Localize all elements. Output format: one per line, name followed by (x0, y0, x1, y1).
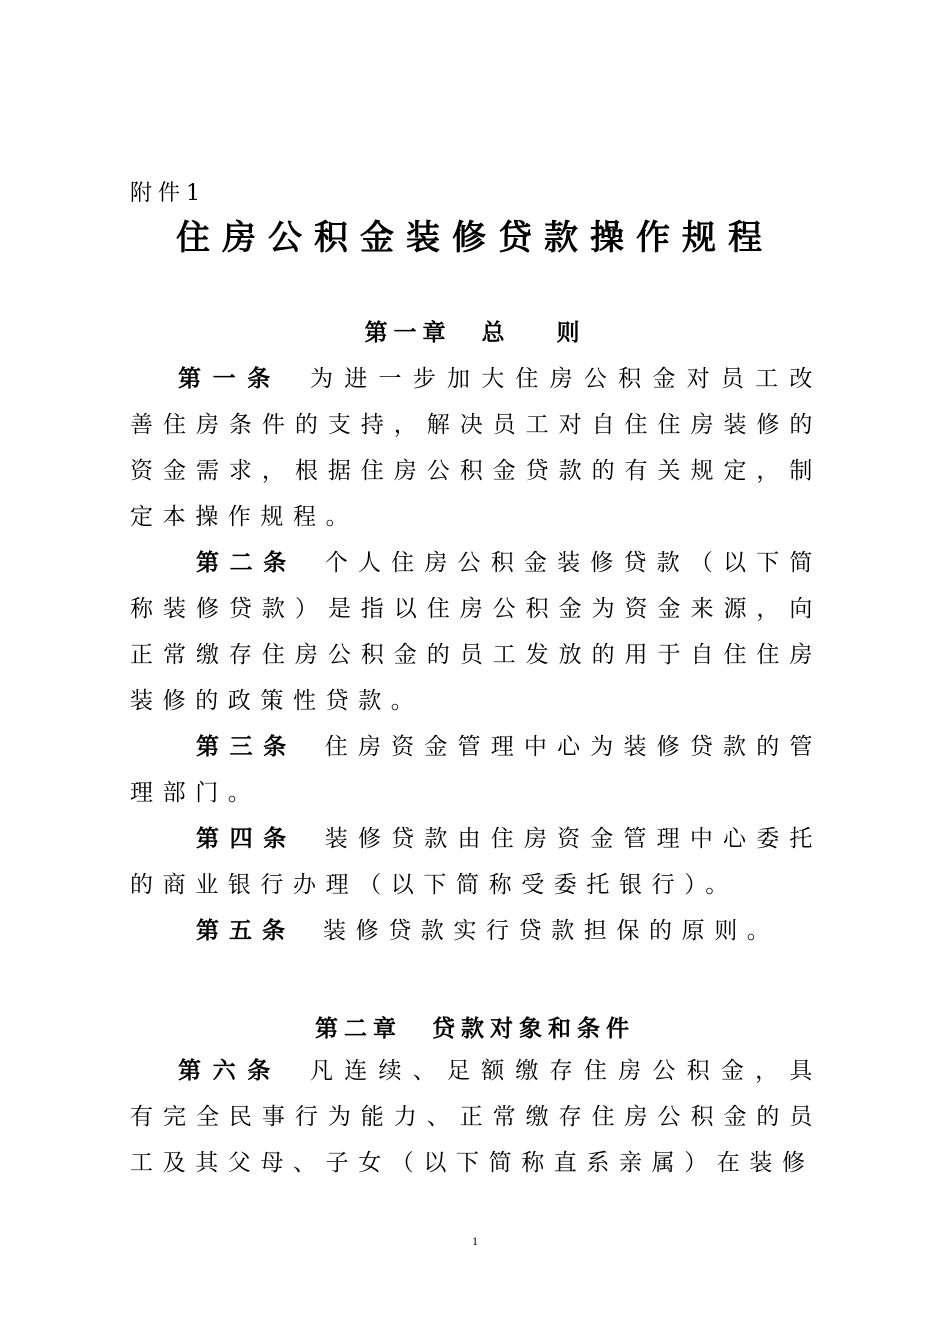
article-text: 个人住房公积金装修贷款（以下简称装修贷款）是指以住房公积金为资金来源，向正常缴存住房公积金的员工发放的用于自住住房装修的政策性贷款。 (130, 550, 823, 714)
article-text: 装修贷款实行贷款担保的原则。 (323, 918, 780, 944)
chapter-name-part-1: 总 (481, 320, 511, 346)
chapter-heading-2 (0, 1010, 950, 1043)
article-5 (130, 908, 822, 954)
article-label: 第三条 (196, 734, 297, 760)
chapter-heading-1 (0, 314, 950, 347)
article-1 (130, 356, 822, 540)
chapter-label: 第二章 (315, 1016, 402, 1042)
chapter-label: 第一章 (364, 320, 452, 346)
article-text: 为进一步加大住房公积金对员工改善住房条件的支持，解决员工对自住住房装修的资金需求，根据住房公积金贷款的有关规定，制定本操作规程。 (130, 366, 823, 530)
chapter-name: 贷款对象和条件 (432, 1016, 635, 1042)
article-2 (130, 540, 822, 724)
article-label: 第五条 (196, 918, 295, 944)
article-label: 第四条 (196, 826, 297, 852)
document-title: 住房公积金装修贷款操作规程 (176, 218, 774, 258)
attachment-label: 附件1 (130, 181, 206, 206)
chapter-name-part-2: 则 (556, 320, 586, 346)
article-text: 住房资金管理中心为装修贷款的管理部门。 (130, 734, 823, 806)
article-4 (130, 816, 822, 908)
page-number: 1 (472, 1234, 478, 1248)
article-6 (130, 1048, 822, 1186)
article-text: 装修贷款由住房资金管理中心委托的商业银行办理（以下简称受委托银行）。 (130, 826, 823, 898)
article-label: 第一条 (178, 366, 282, 392)
article-label: 第二条 (196, 550, 297, 576)
article-label: 第六条 (178, 1058, 282, 1084)
article-text: 凡连续、足额缴存住房公积金，具有完全民事行为能力、正常缴存住房公积金的员工及其父母、子女（以下简称直系亲属）在装修 (130, 1058, 823, 1176)
article-3 (130, 724, 822, 816)
